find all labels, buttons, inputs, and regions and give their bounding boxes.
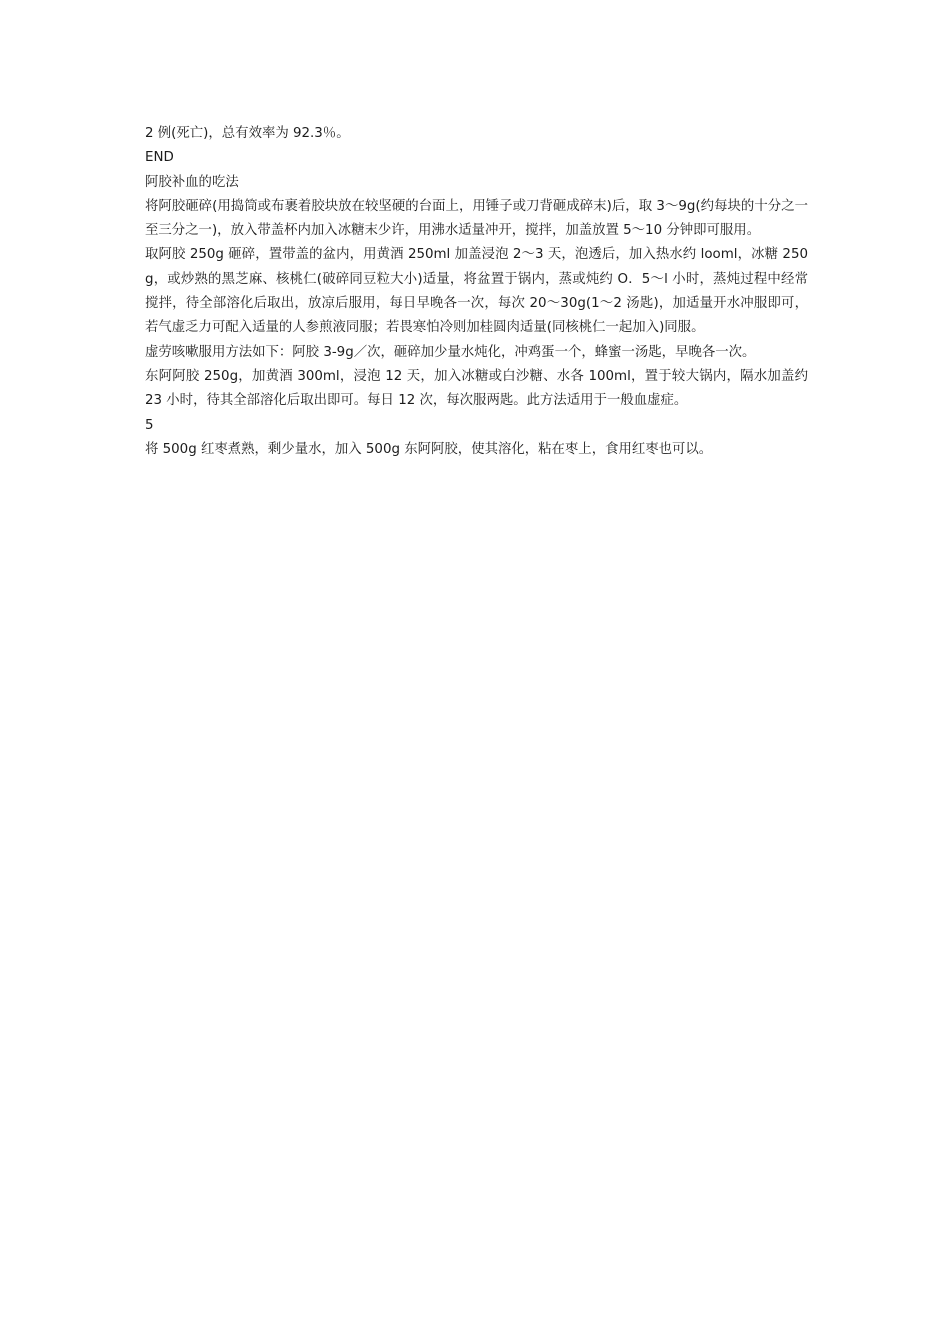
paragraph-method-cough: 虚劳咳嗽服用方法如下：阿胶 3-9g／次，砸碎加少量水炖化，冲鸡蛋一个，蜂蜜一汤匙，早晚各一次。: [145, 344, 756, 360]
paragraph-method-crush: 将阿胶砸碎(用捣筒或布裹着胶块放在较坚硬的台面上，用锤子或刀背砸成碎末)后，取 3～9g(约每块的十分之一至三分之一)，放入带盖杯内加入冰糖末少许，用沸水适量冲开，搅拌，加盖放置 5～10 分钟即可服用。: [145, 198, 808, 239]
paragraph-method-jujube: 将 500g 红枣煮熟，剩少量水，加入 500g 东阿阿胶，使其溶化，粘在枣上，食用红枣也可以。: [145, 441, 713, 457]
paragraph-end-marker: END: [145, 150, 174, 166]
document-body: [145, 122, 808, 462]
paragraph-result-summary: 2 例(死亡)，总有效率为 92.3％。: [145, 126, 350, 141]
paragraph-method-steam: 取阿胶 250g 砸碎，置带盖的盆内，用黄酒 250ml 加盖浸泡 2～3 天，泡透后，加入热水约 looml，冰糖 250g，或炒熟的黑芝麻、核桃仁(破碎同豆粒大小)适量，将盆置于锅内，蒸或炖约 O．5～l 小时，蒸炖过程中经常搅拌，待全部溶化后取出，放凉后服用，每日早晚各一次，每次 20～30g(1～2 汤匙)，加适量开水冲服即可，若气虚乏力可配入适量的人参煎液同服；若畏寒怕冷则加桂圆肉适量(同核桃仁一起加入)同服。: [145, 247, 808, 336]
paragraph-number: 5: [145, 417, 154, 433]
paragraph-method-wine: 东阿阿胶 250g，加黄酒 300ml，浸泡 12 天，加入冰糖或白沙糖、水各 100ml，置于较大锅内，隔水加盖约 23 小时，待其全部溶化后取出即可。每日 12 次，每次服两匙。此方法适用于一般血虚症。: [145, 368, 808, 409]
section-heading: 阿胶补血的吃法: [145, 174, 239, 190]
